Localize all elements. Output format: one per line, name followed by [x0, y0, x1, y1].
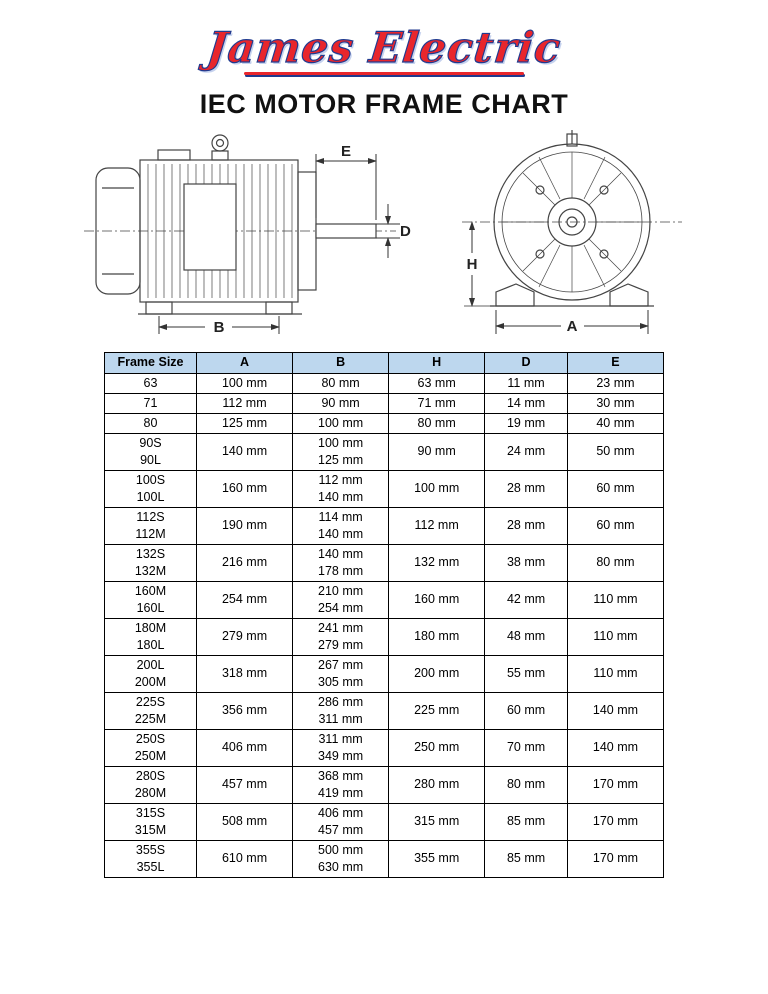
dim-d-cell: 48 mm [485, 618, 568, 655]
dim-d-cell: 85 mm [485, 803, 568, 840]
frame-size-cell: 112S 112M [105, 507, 197, 544]
dim-h-cell: 225 mm [389, 692, 485, 729]
dim-h-cell: 63 mm [389, 373, 485, 393]
dim-b-cell: 112 mm 140 mm [293, 470, 389, 507]
table-row [105, 803, 664, 840]
dim-a-cell: 254 mm [197, 581, 293, 618]
dim-e-cell: 50 mm [567, 433, 663, 470]
frame-size-cell: 160M 160L [105, 581, 197, 618]
table-row [105, 544, 664, 581]
table-header-row [105, 353, 664, 374]
dim-a-cell: 125 mm [197, 413, 293, 433]
page-title: IEC MOTOR FRAME CHART [199, 89, 569, 120]
dim-e-cell: 110 mm [567, 618, 663, 655]
dim-b-cell: 140 mm 178 mm [293, 544, 389, 581]
dim-a-cell: 100 mm [197, 373, 293, 393]
dim-e-cell: 170 mm [567, 766, 663, 803]
dim-d-cell: 11 mm [485, 373, 568, 393]
frame-size-cell: 63 [105, 373, 197, 393]
dim-d-cell: 28 mm [485, 470, 568, 507]
frame-size-cell: 315S 315M [105, 803, 197, 840]
motor-front-view-drawing [454, 126, 689, 341]
column-header-h: H [389, 353, 485, 374]
dim-d-cell: 55 mm [485, 655, 568, 692]
dim-d-cell: 60 mm [485, 692, 568, 729]
column-header-d: D [485, 353, 568, 374]
dim-h-cell: 112 mm [389, 507, 485, 544]
dim-b-cell: 267 mm 305 mm [293, 655, 389, 692]
dim-h-cell: 71 mm [389, 393, 485, 413]
table-row [105, 766, 664, 803]
dim-a-cell: 279 mm [197, 618, 293, 655]
dim-b-cell: 210 mm 254 mm [293, 581, 389, 618]
logo-underline [244, 72, 524, 75]
table-row [105, 655, 664, 692]
frame-size-cell: 100S 100L [105, 470, 197, 507]
shaft [316, 224, 376, 238]
table-row [105, 373, 664, 393]
dim-a-cell: 318 mm [197, 655, 293, 692]
dim-h-cell: 250 mm [389, 729, 485, 766]
dim-e-cell: 140 mm [567, 729, 663, 766]
dim-b-cell: 241 mm 279 mm [293, 618, 389, 655]
dim-d-cell: 70 mm [485, 729, 568, 766]
dim-b-cell: 286 mm 311 mm [293, 692, 389, 729]
terminal-box [158, 150, 190, 160]
dim-d-cell: 38 mm [485, 544, 568, 581]
dim-label-a: A [566, 318, 577, 336]
dim-b-cell: 114 mm 140 mm [293, 507, 389, 544]
dim-a-cell: 457 mm [197, 766, 293, 803]
dim-e-cell: 170 mm [567, 803, 663, 840]
company-logo: James Electric [204, 23, 564, 72]
dim-d-cell: 85 mm [485, 840, 568, 877]
dim-label-d: D [399, 223, 411, 241]
table-row [105, 618, 664, 655]
dim-h-cell: 355 mm [389, 840, 485, 877]
dim-d-cell: 28 mm [485, 507, 568, 544]
dim-d-cell: 14 mm [485, 393, 568, 413]
frame-size-cell: 132S 132M [105, 544, 197, 581]
table-row [105, 729, 664, 766]
dim-b-cell: 500 mm 630 mm [293, 840, 389, 877]
dim-a-cell: 216 mm [197, 544, 293, 581]
dim-d-cell: 80 mm [485, 766, 568, 803]
frame-size-cell: 355S 355L [105, 840, 197, 877]
frame-size-cell: 180M 180L [105, 618, 197, 655]
dim-a-cell: 160 mm [197, 470, 293, 507]
dim-e-cell: 60 mm [567, 507, 663, 544]
dim-e-cell: 110 mm [567, 581, 663, 618]
table-row [105, 413, 664, 433]
dim-a-cell: 140 mm [197, 433, 293, 470]
table-row [105, 840, 664, 877]
motor-side-view-drawing [80, 126, 420, 341]
dim-a-cell: 190 mm [197, 507, 293, 544]
dim-b-cell: 100 mm 125 mm [293, 433, 389, 470]
dim-a-cell: 406 mm [197, 729, 293, 766]
frame-size-cell: 200L 200M [105, 655, 197, 692]
dimension-e [316, 154, 376, 220]
dim-b-cell: 90 mm [293, 393, 389, 413]
dim-d-cell: 19 mm [485, 413, 568, 433]
dim-b-cell: 80 mm [293, 373, 389, 393]
foot-left [146, 302, 172, 314]
dim-h-cell: 200 mm [389, 655, 485, 692]
lifting-eye-icon [212, 135, 228, 151]
dim-b-cell: 368 mm 419 mm [293, 766, 389, 803]
frame-size-cell: 71 [105, 393, 197, 413]
dim-label-b: B [213, 319, 224, 337]
table-row [105, 433, 664, 470]
dim-b-cell: 100 mm [293, 413, 389, 433]
dim-b-cell: 311 mm 349 mm [293, 729, 389, 766]
frame-size-cell: 80 [105, 413, 197, 433]
frame-size-cell: 280S 280M [105, 766, 197, 803]
dim-h-cell: 315 mm [389, 803, 485, 840]
column-header-a: A [197, 353, 293, 374]
dim-label-h: H [466, 256, 477, 274]
dim-h-cell: 90 mm [389, 433, 485, 470]
dim-a-cell: 112 mm [197, 393, 293, 413]
dim-a-cell: 356 mm [197, 692, 293, 729]
dim-a-cell: 610 mm [197, 840, 293, 877]
dim-label-e: E [340, 143, 351, 161]
table-row [105, 581, 664, 618]
dim-e-cell: 170 mm [567, 840, 663, 877]
frame-size-cell: 90S 90L [105, 433, 197, 470]
dim-e-cell: 23 mm [567, 373, 663, 393]
dim-h-cell: 180 mm [389, 618, 485, 655]
column-header-e: E [567, 353, 663, 374]
dim-h-cell: 80 mm [389, 413, 485, 433]
dim-h-cell: 100 mm [389, 470, 485, 507]
nameplate [184, 184, 236, 270]
table-row [105, 692, 664, 729]
dim-d-cell: 24 mm [485, 433, 568, 470]
frame-size-cell: 225S 225M [105, 692, 197, 729]
dim-a-cell: 508 mm [197, 803, 293, 840]
dim-b-cell: 406 mm 457 mm [293, 803, 389, 840]
column-header-frame-size: Frame Size [105, 353, 197, 374]
dim-e-cell: 60 mm [567, 470, 663, 507]
logo-container [0, 23, 768, 75]
table-row [105, 507, 664, 544]
dim-e-cell: 40 mm [567, 413, 663, 433]
table-row [105, 470, 664, 507]
dim-e-cell: 30 mm [567, 393, 663, 413]
dim-h-cell: 160 mm [389, 581, 485, 618]
dim-e-cell: 80 mm [567, 544, 663, 581]
dim-e-cell: 110 mm [567, 655, 663, 692]
dim-d-cell: 42 mm [485, 581, 568, 618]
foot-right [266, 302, 292, 314]
dim-e-cell: 140 mm [567, 692, 663, 729]
column-header-b: B [293, 353, 389, 374]
dim-h-cell: 280 mm [389, 766, 485, 803]
frame-chart-table [104, 352, 664, 878]
table-row [105, 393, 664, 413]
motor-drawings [0, 126, 768, 344]
dim-h-cell: 132 mm [389, 544, 485, 581]
frame-size-cell: 250S 250M [105, 729, 197, 766]
